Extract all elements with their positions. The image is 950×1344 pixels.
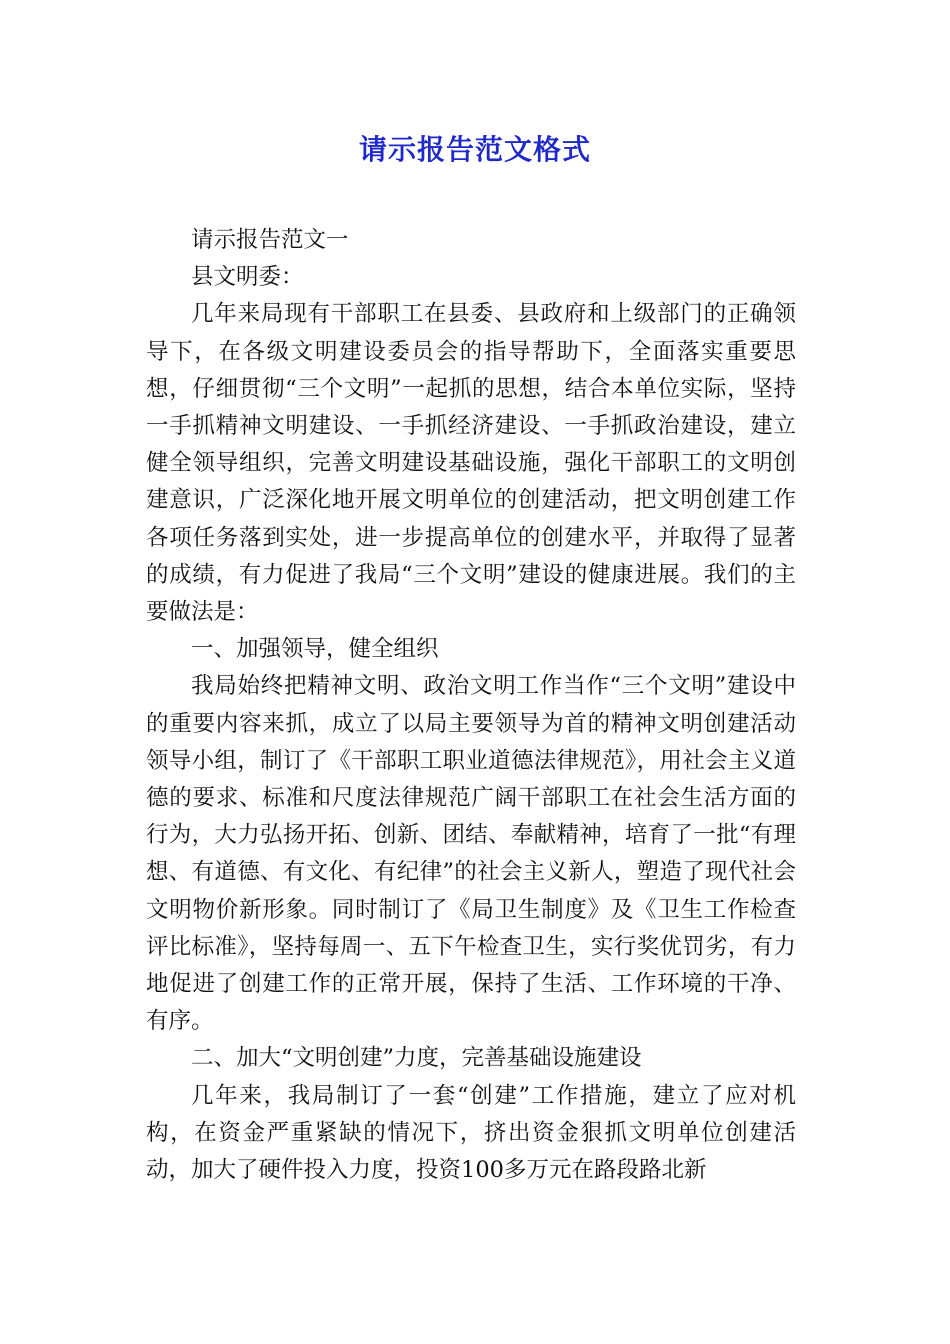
section-heading: 一、加强领导，健全组织 [191,636,439,663]
body-paragraph: 几年来，我局制订了一套“创建”工作措施，建立了应对机构，在资金严重紧缺的情况下，挤出资金狠抓文明单位创建活动，加大了硬件投入力度，投资100多万元在路段路北新 [146,1082,796,1184]
document-body [146,222,796,1189]
salutation: 县文明委： [191,264,304,291]
body-paragraph: 几年来局现有干部职工在县委、县政府和上级部门的正确领导下，在各级文明建设委员会的指导帮助下，全面落实重要思想，仔细贯彻“三个文明”一起抓的思想，结合本单位实际，坚持一手抓精神文明建设、一手抓经济建设、一手抓政治建设，建立健全领导组织，完善文明建设基础设施，强化干部职工的文明创建意识，广泛深化地开展文明单位的创建活动，把文明创建工作各项任务落到实处，进一步提高单位的创建水平，并取得了显著的成绩，有力促进了我局“三个文明”建设的健康进展。我们的主要做法是： [146,301,796,626]
document-title: 请示报告范文格式 [358,133,591,166]
body-paragraph: 我局始终把精神文明、政治文明工作当作“三个文明”建设中的重要内容来抓，成立了以局主要领导为首的精神文明创建活动领导小组，制订了《干部职工职业道德法律规范》，用社会主义道德的要求、标准和尺度法律规范广阔干部职工在社会生活方面的行为，大力弘扬开拓、创新、团结、奉献精神，培育了一批“有理想、有道德、有文化、有纪律”的社会主义新人，塑造了现代社会文明物价新形象。同时制订了《局卫生制度》及《卫生工作检查评比标准》，坚持每周一、五下午检查卫生，实行奖优罚劣，有力地促进了创建工作的正常开展，保持了生活、工作环境的干净、有序。 [146,673,796,1035]
section-heading: 二、加大“文明创建”力度，完善基础设施建设 [191,1045,642,1072]
document-subtitle: 请示报告范文一 [191,227,349,253]
